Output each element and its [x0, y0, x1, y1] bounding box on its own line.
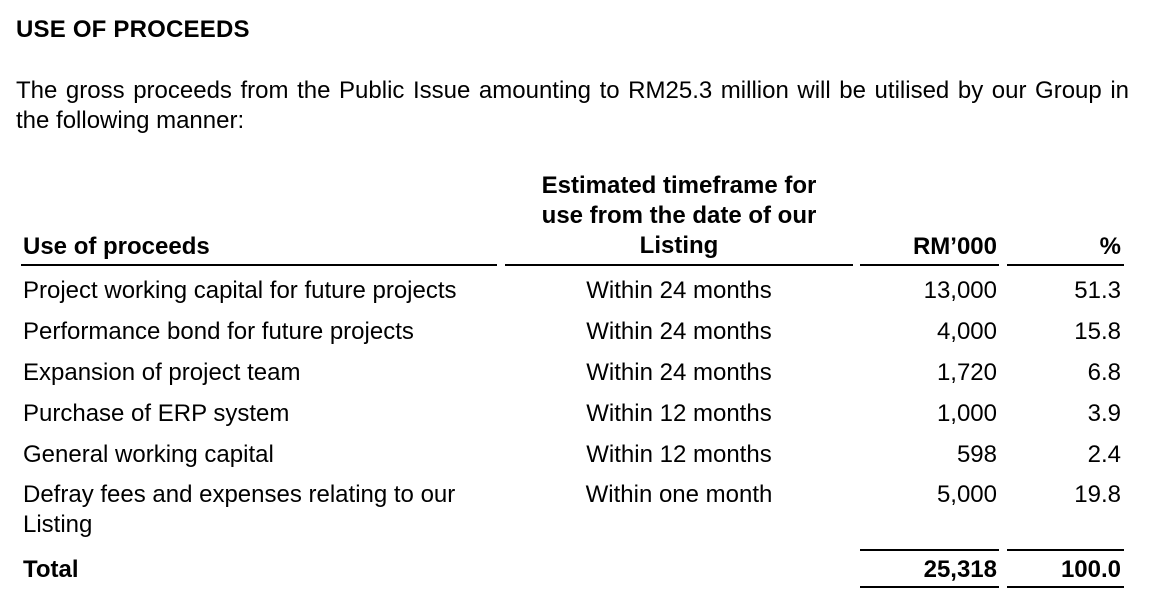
- header-rule-use: [21, 264, 497, 266]
- row-3-pct: 6.8: [1087, 359, 1121, 386]
- header-rm000: RM’000: [912, 233, 997, 260]
- row-3-rm: 1,720: [936, 359, 997, 386]
- row-4-pct: 3.9: [1087, 400, 1121, 427]
- row-1-timeframe: Within 24 months: [586, 277, 772, 304]
- header-rule-pct: [1007, 264, 1124, 266]
- row-5-use: General working capital: [23, 441, 274, 468]
- row-4-timeframe: Within 12 months: [586, 400, 772, 427]
- row-2-use: Performance bond for future projects: [23, 318, 414, 345]
- total-label: Total: [23, 556, 79, 583]
- total-rule-bottom-rm: [860, 586, 999, 588]
- row-5-rm: 598: [956, 441, 997, 468]
- header-rule-timeframe: [505, 264, 853, 266]
- row-1-pct: 51.3: [1074, 277, 1121, 304]
- header-timeframe: Estimated timeframe for use from the date of our Listing: [541, 172, 817, 259]
- row-6-timeframe: Within one month: [585, 481, 773, 508]
- row-1-rm: 13,000: [923, 277, 997, 304]
- intro-paragraph: The gross proceeds from the Public Issue amounting to RM25.3 million will be utilised by our Group in the following manner:: [16, 77, 1129, 134]
- row-6-rm: 5,000: [936, 481, 997, 508]
- header-rule-rm: [860, 264, 999, 266]
- total-rule-bottom-pct: [1007, 586, 1124, 588]
- row-6-use: Defray fees and expenses relating to our Listing: [23, 481, 456, 538]
- row-1-use: Project working capital for future projects: [23, 277, 457, 304]
- section-heading: USE OF PROCEEDS: [16, 16, 250, 43]
- total-pct: 100.0: [1060, 556, 1121, 583]
- total-rule-top-rm: [860, 549, 999, 551]
- row-3-timeframe: Within 24 months: [586, 359, 772, 386]
- header-use-of-proceeds: Use of proceeds: [23, 233, 210, 260]
- row-2-rm: 4,000: [936, 318, 997, 345]
- row-4-use: Purchase of ERP system: [23, 400, 290, 427]
- row-3-use: Expansion of project team: [23, 359, 301, 386]
- total-rule-top-pct: [1007, 549, 1124, 551]
- header-percent: %: [1099, 233, 1121, 260]
- row-2-timeframe: Within 24 months: [586, 318, 772, 345]
- row-2-pct: 15.8: [1074, 318, 1121, 345]
- row-5-pct: 2.4: [1087, 441, 1121, 468]
- row-4-rm: 1,000: [936, 400, 997, 427]
- row-6-pct: 19.8: [1074, 481, 1121, 508]
- row-5-timeframe: Within 12 months: [586, 441, 772, 468]
- total-rm: 25,318: [923, 556, 997, 583]
